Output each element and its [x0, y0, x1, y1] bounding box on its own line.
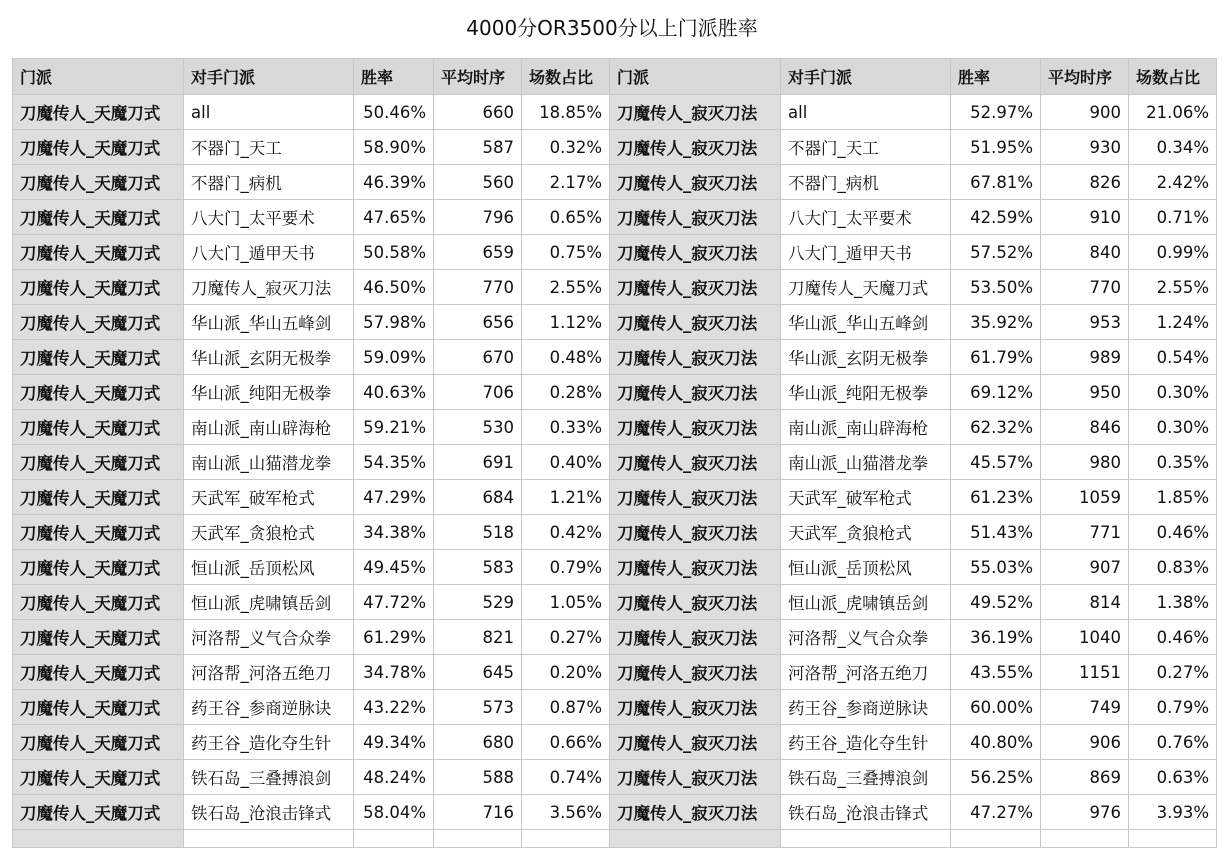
cell-avg-time-left[interactable]: 691 — [434, 445, 522, 480]
cell-sect-right[interactable]: 刀魔传人_寂灭刀法 — [610, 795, 781, 830]
cell-opponent-right[interactable]: 不器门_天工 — [781, 130, 951, 165]
header-winrate-right[interactable]: 胜率 — [951, 59, 1041, 95]
cell-winrate-left[interactable]: 40.63% — [354, 375, 434, 410]
cell-share-right[interactable]: 1.85% — [1129, 480, 1217, 515]
cell-avg-time-left[interactable]: 706 — [434, 375, 522, 410]
table-row — [13, 515, 1217, 550]
cell-share-left[interactable]: 2.55% — [522, 270, 610, 305]
cell-avg-time-right[interactable]: 980 — [1041, 445, 1129, 480]
table-row — [13, 620, 1217, 655]
cell-opponent-right[interactable]: 八大门_遁甲天书 — [781, 235, 951, 270]
cell-avg-time-left[interactable]: 659 — [434, 235, 522, 270]
cell-winrate-right[interactable]: 47.27% — [951, 795, 1041, 830]
cell-sect-right[interactable]: 刀魔传人_寂灭刀法 — [610, 585, 781, 620]
table-row — [13, 725, 1217, 760]
table-row — [13, 235, 1217, 270]
cell-empty[interactable] — [13, 830, 184, 848]
cell-share-left[interactable]: 0.33% — [522, 410, 610, 445]
cell-opponent-left[interactable]: 不器门_天工 — [184, 130, 354, 165]
cell-sect-right[interactable]: 刀魔传人_寂灭刀法 — [610, 760, 781, 795]
cell-avg-time-right[interactable]: 869 — [1041, 760, 1129, 795]
table-row — [13, 585, 1217, 620]
cell-sect-right[interactable]: 刀魔传人_寂灭刀法 — [610, 480, 781, 515]
cell-share-right[interactable]: 0.27% — [1129, 655, 1217, 690]
cell-empty[interactable] — [354, 830, 434, 848]
cell-share-right[interactable]: 2.55% — [1129, 270, 1217, 305]
cell-avg-time-right[interactable]: 1059 — [1041, 480, 1129, 515]
table-row — [13, 130, 1217, 165]
cell-avg-time-left[interactable]: 821 — [434, 620, 522, 655]
table-row — [13, 690, 1217, 725]
cell-sect-right[interactable]: 刀魔传人_寂灭刀法 — [610, 165, 781, 200]
cell-share-right[interactable]: 0.34% — [1129, 130, 1217, 165]
cell-share-right[interactable]: 0.54% — [1129, 340, 1217, 375]
cell-sect-left[interactable]: 刀魔传人_天魔刀式 — [13, 270, 184, 305]
header-avg-time-right[interactable]: 平均时序 — [1041, 59, 1129, 95]
cell-winrate-left[interactable]: 34.78% — [354, 655, 434, 690]
cell-avg-time-left[interactable]: 588 — [434, 760, 522, 795]
table-row — [13, 760, 1217, 795]
cell-share-left[interactable]: 0.42% — [522, 515, 610, 550]
table-row — [13, 445, 1217, 480]
cell-share-right[interactable]: 0.76% — [1129, 725, 1217, 760]
table-row — [13, 480, 1217, 515]
cell-opponent-right[interactable]: 不器门_病机 — [781, 165, 951, 200]
cell-opponent-left[interactable]: 天武军_贪狼枪式 — [184, 515, 354, 550]
cell-empty[interactable] — [781, 830, 951, 848]
cell-opponent-left[interactable]: 恒山派_岳顶松风 — [184, 550, 354, 585]
cell-winrate-left[interactable]: 47.72% — [354, 585, 434, 620]
cell-opponent-right[interactable]: 天武军_破军枪式 — [781, 480, 951, 515]
cell-share-left[interactable]: 0.20% — [522, 655, 610, 690]
cell-avg-time-right[interactable]: 953 — [1041, 305, 1129, 340]
cell-opponent-left[interactable]: 八大门_遁甲天书 — [184, 235, 354, 270]
cell-sect-right[interactable]: 刀魔传人_寂灭刀法 — [610, 725, 781, 760]
cell-avg-time-right[interactable]: 814 — [1041, 585, 1129, 620]
cell-avg-time-left[interactable]: 716 — [434, 795, 522, 830]
cell-share-left[interactable]: 0.27% — [522, 620, 610, 655]
cell-avg-time-left[interactable]: 560 — [434, 165, 522, 200]
cell-sect-left[interactable]: 刀魔传人_天魔刀式 — [13, 340, 184, 375]
cell-opponent-right[interactable]: 药王谷_参商逆脉诀 — [781, 690, 951, 725]
cell-sect-left[interactable]: 刀魔传人_天魔刀式 — [13, 200, 184, 235]
header-winrate-left[interactable]: 胜率 — [354, 59, 434, 95]
cell-share-left[interactable]: 0.28% — [522, 375, 610, 410]
cell-winrate-right[interactable]: 36.19% — [951, 620, 1041, 655]
cell-opponent-left[interactable]: 南山派_山猫潜龙拳 — [184, 445, 354, 480]
cell-winrate-left[interactable]: 59.09% — [354, 340, 434, 375]
cell-avg-time-left[interactable]: 680 — [434, 725, 522, 760]
cell-avg-time-right[interactable]: 840 — [1041, 235, 1129, 270]
cell-share-right[interactable]: 1.24% — [1129, 305, 1217, 340]
cell-avg-time-right[interactable]: 900 — [1041, 95, 1129, 130]
cell-opponent-left[interactable]: 南山派_南山辟海枪 — [184, 410, 354, 445]
cell-sect-left[interactable]: 刀魔传人_天魔刀式 — [13, 690, 184, 725]
cell-opponent-right[interactable]: 南山派_山猫潜龙拳 — [781, 445, 951, 480]
cell-winrate-right[interactable]: 35.92% — [951, 305, 1041, 340]
cell-share-right[interactable]: 0.46% — [1129, 515, 1217, 550]
cell-opponent-left[interactable]: 河洛帮_河洛五绝刀 — [184, 655, 354, 690]
cell-sect-left[interactable]: 刀魔传人_天魔刀式 — [13, 445, 184, 480]
cell-winrate-right[interactable]: 40.80% — [951, 725, 1041, 760]
cell-avg-time-left[interactable]: 518 — [434, 515, 522, 550]
cell-avg-time-right[interactable]: 910 — [1041, 200, 1129, 235]
cell-sect-right[interactable]: 刀魔传人_寂灭刀法 — [610, 235, 781, 270]
sheet-title: 4000分OR3500分以上门派胜率 — [466, 16, 758, 40]
table-row — [13, 95, 1217, 130]
cell-winrate-left[interactable]: 34.38% — [354, 515, 434, 550]
cell-winrate-right[interactable]: 62.32% — [951, 410, 1041, 445]
cell-avg-time-left[interactable]: 573 — [434, 690, 522, 725]
cell-avg-time-right[interactable]: 989 — [1041, 340, 1129, 375]
cell-sect-right[interactable]: 刀魔传人_寂灭刀法 — [610, 95, 781, 130]
cell-avg-time-left[interactable]: 587 — [434, 130, 522, 165]
table-row — [13, 795, 1217, 830]
cell-opponent-left[interactable]: 刀魔传人_寂灭刀法 — [184, 270, 354, 305]
cell-avg-time-left[interactable]: 796 — [434, 200, 522, 235]
table-row-partial — [13, 830, 1217, 848]
cell-winrate-right[interactable]: 69.12% — [951, 375, 1041, 410]
cell-share-right[interactable]: 0.71% — [1129, 200, 1217, 235]
cell-opponent-left[interactable]: 恒山派_虎啸镇岳剑 — [184, 585, 354, 620]
cell-empty[interactable] — [951, 830, 1041, 848]
cell-share-left[interactable]: 0.79% — [522, 550, 610, 585]
cell-sect-right[interactable]: 刀魔传人_寂灭刀法 — [610, 655, 781, 690]
cell-share-right[interactable]: 0.99% — [1129, 235, 1217, 270]
cell-opponent-right[interactable]: 华山派_玄阴无极拳 — [781, 340, 951, 375]
cell-avg-time-right[interactable]: 771 — [1041, 515, 1129, 550]
cell-sect-right[interactable]: 刀魔传人_寂灭刀法 — [610, 270, 781, 305]
cell-sect-left[interactable]: 刀魔传人_天魔刀式 — [13, 550, 184, 585]
cell-avg-time-right[interactable]: 749 — [1041, 690, 1129, 725]
cell-winrate-right[interactable]: 52.97% — [951, 95, 1041, 130]
cell-share-left[interactable]: 0.74% — [522, 760, 610, 795]
cell-avg-time-right[interactable]: 826 — [1041, 165, 1129, 200]
cell-empty[interactable] — [184, 830, 354, 848]
cell-winrate-left[interactable]: 46.39% — [354, 165, 434, 200]
cell-winrate-left[interactable]: 50.46% — [354, 95, 434, 130]
cell-sect-left[interactable]: 刀魔传人_天魔刀式 — [13, 165, 184, 200]
cell-sect-right[interactable]: 刀魔传人_寂灭刀法 — [610, 340, 781, 375]
cell-sect-right[interactable]: 刀魔传人_寂灭刀法 — [610, 305, 781, 340]
cell-opponent-right[interactable]: 华山派_纯阳无极拳 — [781, 375, 951, 410]
cell-sect-left[interactable]: 刀魔传人_天魔刀式 — [13, 95, 184, 130]
cell-avg-time-right[interactable]: 930 — [1041, 130, 1129, 165]
cell-empty[interactable] — [434, 830, 522, 848]
cell-avg-time-right[interactable]: 976 — [1041, 795, 1129, 830]
cell-share-left[interactable]: 18.85% — [522, 95, 610, 130]
cell-sect-left[interactable]: 刀魔传人_天魔刀式 — [13, 655, 184, 690]
cell-sect-left[interactable]: 刀魔传人_天魔刀式 — [13, 410, 184, 445]
cell-avg-time-left[interactable]: 770 — [434, 270, 522, 305]
cell-share-left[interactable]: 0.65% — [522, 200, 610, 235]
cell-opponent-right[interactable]: 河洛帮_义气合众拳 — [781, 620, 951, 655]
cell-sect-right[interactable]: 刀魔传人_寂灭刀法 — [610, 550, 781, 585]
cell-sect-left[interactable]: 刀魔传人_天魔刀式 — [13, 375, 184, 410]
cell-opponent-right[interactable]: 铁石岛_沧浪击锋式 — [781, 795, 951, 830]
cell-share-left[interactable]: 1.12% — [522, 305, 610, 340]
cell-share-right[interactable]: 3.93% — [1129, 795, 1217, 830]
cell-share-right[interactable]: 0.35% — [1129, 445, 1217, 480]
cell-share-right[interactable]: 0.30% — [1129, 410, 1217, 445]
cell-winrate-left[interactable]: 49.34% — [354, 725, 434, 760]
cell-avg-time-right[interactable]: 906 — [1041, 725, 1129, 760]
cell-sect-left[interactable]: 刀魔传人_天魔刀式 — [13, 130, 184, 165]
cell-opponent-right[interactable]: all — [781, 95, 951, 130]
cell-winrate-right[interactable]: 67.81% — [951, 165, 1041, 200]
cell-share-left[interactable]: 0.87% — [522, 690, 610, 725]
table-row — [13, 305, 1217, 340]
cell-sect-right[interactable]: 刀魔传人_寂灭刀法 — [610, 690, 781, 725]
header-avg-time-left[interactable]: 平均时序 — [434, 59, 522, 95]
cell-winrate-right[interactable]: 61.23% — [951, 480, 1041, 515]
cell-winrate-left[interactable]: 48.24% — [354, 760, 434, 795]
cell-sect-right[interactable]: 刀魔传人_寂灭刀法 — [610, 515, 781, 550]
cell-sect-right[interactable]: 刀魔传人_寂灭刀法 — [610, 620, 781, 655]
cell-winrate-right[interactable]: 60.00% — [951, 690, 1041, 725]
cell-opponent-left[interactable]: 华山派_玄阴无极拳 — [184, 340, 354, 375]
cell-opponent-left[interactable]: 河洛帮_义气合众拳 — [184, 620, 354, 655]
cell-avg-time-left[interactable]: 660 — [434, 95, 522, 130]
cell-winrate-right[interactable]: 45.57% — [951, 445, 1041, 480]
cell-sect-left[interactable]: 刀魔传人_天魔刀式 — [13, 480, 184, 515]
cell-opponent-right[interactable]: 八大门_太平要术 — [781, 200, 951, 235]
table-row — [13, 200, 1217, 235]
cell-share-left[interactable]: 2.17% — [522, 165, 610, 200]
cell-avg-time-right[interactable]: 846 — [1041, 410, 1129, 445]
cell-sect-left[interactable]: 刀魔传人_天魔刀式 — [13, 760, 184, 795]
cell-opponent-left[interactable]: 铁石岛_三叠搏浪剑 — [184, 760, 354, 795]
cell-sect-left[interactable]: 刀魔传人_天魔刀式 — [13, 515, 184, 550]
cell-winrate-left[interactable]: 49.45% — [354, 550, 434, 585]
cell-opponent-left[interactable]: 药王谷_造化夺生针 — [184, 725, 354, 760]
cell-winrate-right[interactable]: 53.50% — [951, 270, 1041, 305]
header-sect-left[interactable]: 门派 — [13, 59, 184, 95]
cell-empty[interactable] — [1041, 830, 1129, 848]
cell-avg-time-left[interactable]: 670 — [434, 340, 522, 375]
cell-share-right[interactable]: 1.38% — [1129, 585, 1217, 620]
cell-share-left[interactable]: 1.21% — [522, 480, 610, 515]
cell-winrate-right[interactable]: 42.59% — [951, 200, 1041, 235]
cell-sect-left[interactable]: 刀魔传人_天魔刀式 — [13, 585, 184, 620]
cell-opponent-right[interactable]: 铁石岛_三叠搏浪剑 — [781, 760, 951, 795]
cell-avg-time-right[interactable]: 1040 — [1041, 620, 1129, 655]
cell-share-right[interactable]: 0.30% — [1129, 375, 1217, 410]
cell-avg-time-left[interactable]: 529 — [434, 585, 522, 620]
cell-winrate-left[interactable]: 59.21% — [354, 410, 434, 445]
cell-opponent-left[interactable]: 药王谷_参商逆脉诀 — [184, 690, 354, 725]
cell-avg-time-left[interactable]: 583 — [434, 550, 522, 585]
cell-sect-left[interactable]: 刀魔传人_天魔刀式 — [13, 305, 184, 340]
cell-winrate-right[interactable]: 49.52% — [951, 585, 1041, 620]
cell-sect-right[interactable]: 刀魔传人_寂灭刀法 — [610, 130, 781, 165]
cell-avg-time-right[interactable]: 1151 — [1041, 655, 1129, 690]
cell-empty[interactable] — [610, 830, 781, 848]
cell-winrate-left[interactable]: 43.22% — [354, 690, 434, 725]
cell-avg-time-left[interactable]: 684 — [434, 480, 522, 515]
table-row — [13, 410, 1217, 445]
cell-opponent-left[interactable]: 不器门_病机 — [184, 165, 354, 200]
header-share-right[interactable]: 场数占比 — [1129, 59, 1217, 95]
cell-avg-time-right[interactable]: 770 — [1041, 270, 1129, 305]
cell-winrate-right[interactable]: 51.43% — [951, 515, 1041, 550]
header-share-left[interactable]: 场数占比 — [522, 59, 610, 95]
cell-opponent-right[interactable]: 恒山派_岳顶松风 — [781, 550, 951, 585]
cell-share-right[interactable]: 0.79% — [1129, 690, 1217, 725]
table-body — [13, 95, 1217, 848]
cell-winrate-left[interactable]: 58.90% — [354, 130, 434, 165]
cell-winrate-right[interactable]: 55.03% — [951, 550, 1041, 585]
cell-winrate-left[interactable]: 47.29% — [354, 480, 434, 515]
cell-avg-time-right[interactable]: 907 — [1041, 550, 1129, 585]
cell-share-left[interactable]: 0.66% — [522, 725, 610, 760]
header-sect-right[interactable]: 门派 — [610, 59, 781, 95]
cell-sect-right[interactable]: 刀魔传人_寂灭刀法 — [610, 375, 781, 410]
cell-share-left[interactable]: 0.40% — [522, 445, 610, 480]
cell-winrate-right[interactable]: 57.52% — [951, 235, 1041, 270]
cell-winrate-left[interactable]: 58.04% — [354, 795, 434, 830]
cell-winrate-left[interactable]: 54.35% — [354, 445, 434, 480]
cell-winrate-left[interactable]: 57.98% — [354, 305, 434, 340]
cell-share-left[interactable]: 0.75% — [522, 235, 610, 270]
cell-winrate-right[interactable]: 43.55% — [951, 655, 1041, 690]
cell-opponent-left[interactable]: 八大门_太平要术 — [184, 200, 354, 235]
cell-share-right[interactable]: 0.63% — [1129, 760, 1217, 795]
cell-share-right[interactable]: 2.42% — [1129, 165, 1217, 200]
cell-winrate-right[interactable]: 56.25% — [951, 760, 1041, 795]
cell-sect-left[interactable]: 刀魔传人_天魔刀式 — [13, 620, 184, 655]
cell-winrate-left[interactable]: 47.65% — [354, 200, 434, 235]
cell-winrate-right[interactable]: 51.95% — [951, 130, 1041, 165]
cell-empty[interactable] — [1129, 830, 1217, 848]
cell-share-left[interactable]: 0.32% — [522, 130, 610, 165]
cell-opponent-right[interactable]: 河洛帮_河洛五绝刀 — [781, 655, 951, 690]
cell-winrate-left[interactable]: 61.29% — [354, 620, 434, 655]
table-row — [13, 550, 1217, 585]
cell-share-left[interactable]: 3.56% — [522, 795, 610, 830]
header-row — [13, 59, 1217, 95]
cell-avg-time-left[interactable]: 645 — [434, 655, 522, 690]
cell-opponent-left[interactable]: all — [184, 95, 354, 130]
cell-opponent-right[interactable]: 恒山派_虎啸镇岳剑 — [781, 585, 951, 620]
cell-avg-time-left[interactable]: 530 — [434, 410, 522, 445]
cell-opponent-left[interactable]: 天武军_破军枪式 — [184, 480, 354, 515]
cell-opponent-right[interactable]: 刀魔传人_天魔刀式 — [781, 270, 951, 305]
table-row — [13, 375, 1217, 410]
cell-opponent-right[interactable]: 天武军_贪狼枪式 — [781, 515, 951, 550]
cell-sect-left[interactable]: 刀魔传人_天魔刀式 — [13, 235, 184, 270]
cell-sect-right[interactable]: 刀魔传人_寂灭刀法 — [610, 410, 781, 445]
cell-empty[interactable] — [522, 830, 610, 848]
table-row — [13, 165, 1217, 200]
table-row — [13, 340, 1217, 375]
cell-opponent-left[interactable]: 铁石岛_沧浪击锋式 — [184, 795, 354, 830]
cell-opponent-left[interactable]: 华山派_纯阳无极拳 — [184, 375, 354, 410]
winrate-table — [12, 58, 1217, 848]
cell-share-left[interactable]: 0.48% — [522, 340, 610, 375]
cell-avg-time-right[interactable]: 950 — [1041, 375, 1129, 410]
cell-sect-right[interactable]: 刀魔传人_寂灭刀法 — [610, 445, 781, 480]
cell-opponent-left[interactable]: 华山派_华山五峰剑 — [184, 305, 354, 340]
cell-winrate-left[interactable]: 50.58% — [354, 235, 434, 270]
cell-opponent-right[interactable]: 药王谷_造化夺生针 — [781, 725, 951, 760]
cell-avg-time-left[interactable]: 656 — [434, 305, 522, 340]
cell-share-left[interactable]: 1.05% — [522, 585, 610, 620]
header-opponent-left[interactable]: 对手门派 — [184, 59, 354, 95]
cell-winrate-left[interactable]: 46.50% — [354, 270, 434, 305]
cell-share-right[interactable]: 0.83% — [1129, 550, 1217, 585]
header-opponent-right[interactable]: 对手门派 — [781, 59, 951, 95]
table-row — [13, 655, 1217, 690]
cell-sect-right[interactable]: 刀魔传人_寂灭刀法 — [610, 200, 781, 235]
cell-sect-left[interactable]: 刀魔传人_天魔刀式 — [13, 725, 184, 760]
cell-sect-left[interactable]: 刀魔传人_天魔刀式 — [13, 795, 184, 830]
cell-share-right[interactable]: 0.46% — [1129, 620, 1217, 655]
cell-winrate-right[interactable]: 61.79% — [951, 340, 1041, 375]
cell-opponent-right[interactable]: 南山派_南山辟海枪 — [781, 410, 951, 445]
table-row — [13, 270, 1217, 305]
cell-opponent-right[interactable]: 华山派_华山五峰剑 — [781, 305, 951, 340]
cell-share-right[interactable]: 21.06% — [1129, 95, 1217, 130]
